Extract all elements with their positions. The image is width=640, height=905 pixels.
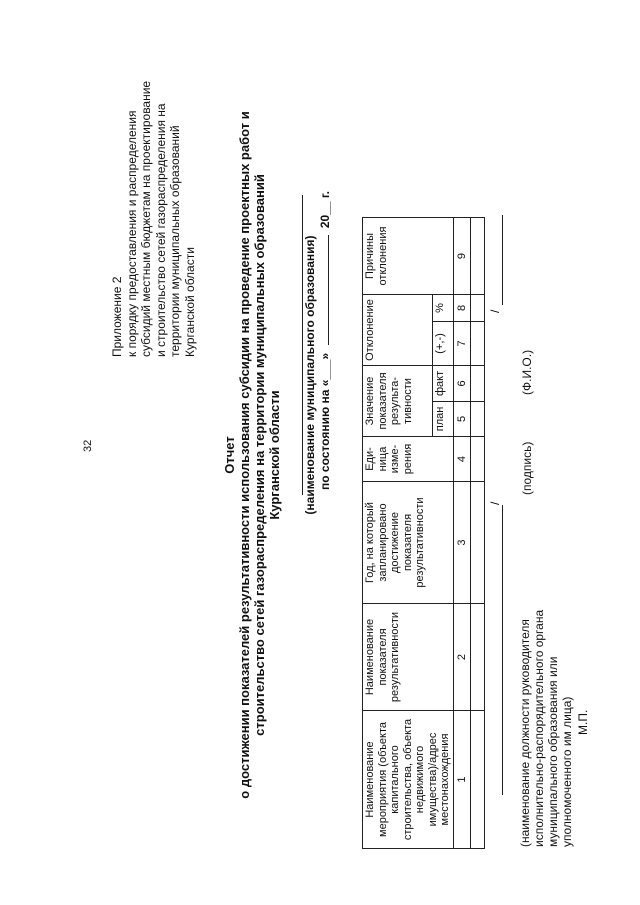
column-number-row (453, 218, 471, 849)
report-title-line: Курганской области (267, 390, 282, 520)
signature-slash: / (488, 309, 502, 313)
position-fill-line (502, 505, 503, 795)
date-fill-line (328, 236, 329, 346)
header-deviation-abs: (+,-) (433, 321, 453, 365)
header-plan: план (433, 401, 453, 436)
table-header-row (363, 218, 433, 849)
column-number: 8 (453, 295, 471, 322)
full-name-label: (Ф.И.О.) (520, 349, 534, 395)
report-title (222, 75, 282, 835)
column-number: 3 (453, 482, 471, 604)
municipality-caption: (наименование муниципального образования) (303, 235, 317, 515)
name-fill-line (502, 215, 503, 305)
stamp-place: М.П. (576, 709, 590, 735)
report-heading: Отчет (222, 436, 237, 474)
annex-line: и строительство сетей газораспределения на (153, 103, 168, 357)
column-number: 7 (453, 321, 471, 365)
header-deviation-pct: % (433, 295, 453, 322)
annex-line: Курганской области (182, 247, 197, 357)
report-date (318, 191, 332, 490)
report-title-line: о достижении показателей результативности использования субсидии на проведение проектных работ и (237, 111, 252, 799)
column-number: 6 (453, 366, 471, 402)
annex-line: территории муниципальных образований (168, 125, 182, 357)
header-value: Значение показателя результа-тивности (363, 366, 433, 437)
report-title-line: строительство сетей газораспределения на территории муниципальных образований (252, 174, 267, 736)
empty-cell (471, 711, 485, 849)
header-indicator: Наименование показателя результативности (363, 604, 454, 711)
column-number: 1 (453, 711, 471, 849)
annex-line: Приложение 2 (110, 276, 124, 357)
annex-line: субсидий местным бюджетам на проектирование (139, 80, 153, 357)
signature-slash: / (488, 501, 502, 505)
annex-header (110, 27, 197, 357)
empty-cell (471, 218, 485, 295)
page-number: 32 (82, 439, 94, 452)
column-number: 5 (453, 401, 471, 436)
date-prefix: по состоянию на «___» (318, 352, 332, 490)
header-activity: Наименование мероприятия (объекта капитального строительства, объекта недвижимого имущества)/адрес местонахождения (363, 711, 454, 849)
header-unit: Еди-ница изме-рения (363, 437, 454, 482)
header-year: Год, на который запланировано достижение показателя результативности (363, 482, 454, 604)
empty-cell (471, 437, 485, 482)
report-table (362, 217, 485, 849)
signature-label: (подпись) (520, 441, 534, 495)
empty-cell (471, 482, 485, 604)
date-year: 20__ г. (318, 190, 332, 229)
empty-cell (471, 604, 485, 711)
header-reasons: Причины отклонения (363, 218, 454, 295)
table-row (471, 218, 485, 849)
column-number: 2 (453, 604, 471, 711)
position-caption: (наименование должности руководителя исполнительно-распорядительного органа муниципального образования или уполномоченного им лица) (518, 609, 574, 847)
column-number: 4 (453, 437, 471, 482)
header-deviation: Отклонение (363, 295, 433, 366)
empty-cell (471, 321, 485, 365)
column-number: 9 (453, 218, 471, 295)
annex-line: к порядку предоставления и распределения (124, 110, 139, 357)
header-fact: факт (433, 366, 453, 402)
empty-cell (471, 401, 485, 436)
empty-cell (471, 295, 485, 322)
empty-cell (471, 366, 485, 402)
